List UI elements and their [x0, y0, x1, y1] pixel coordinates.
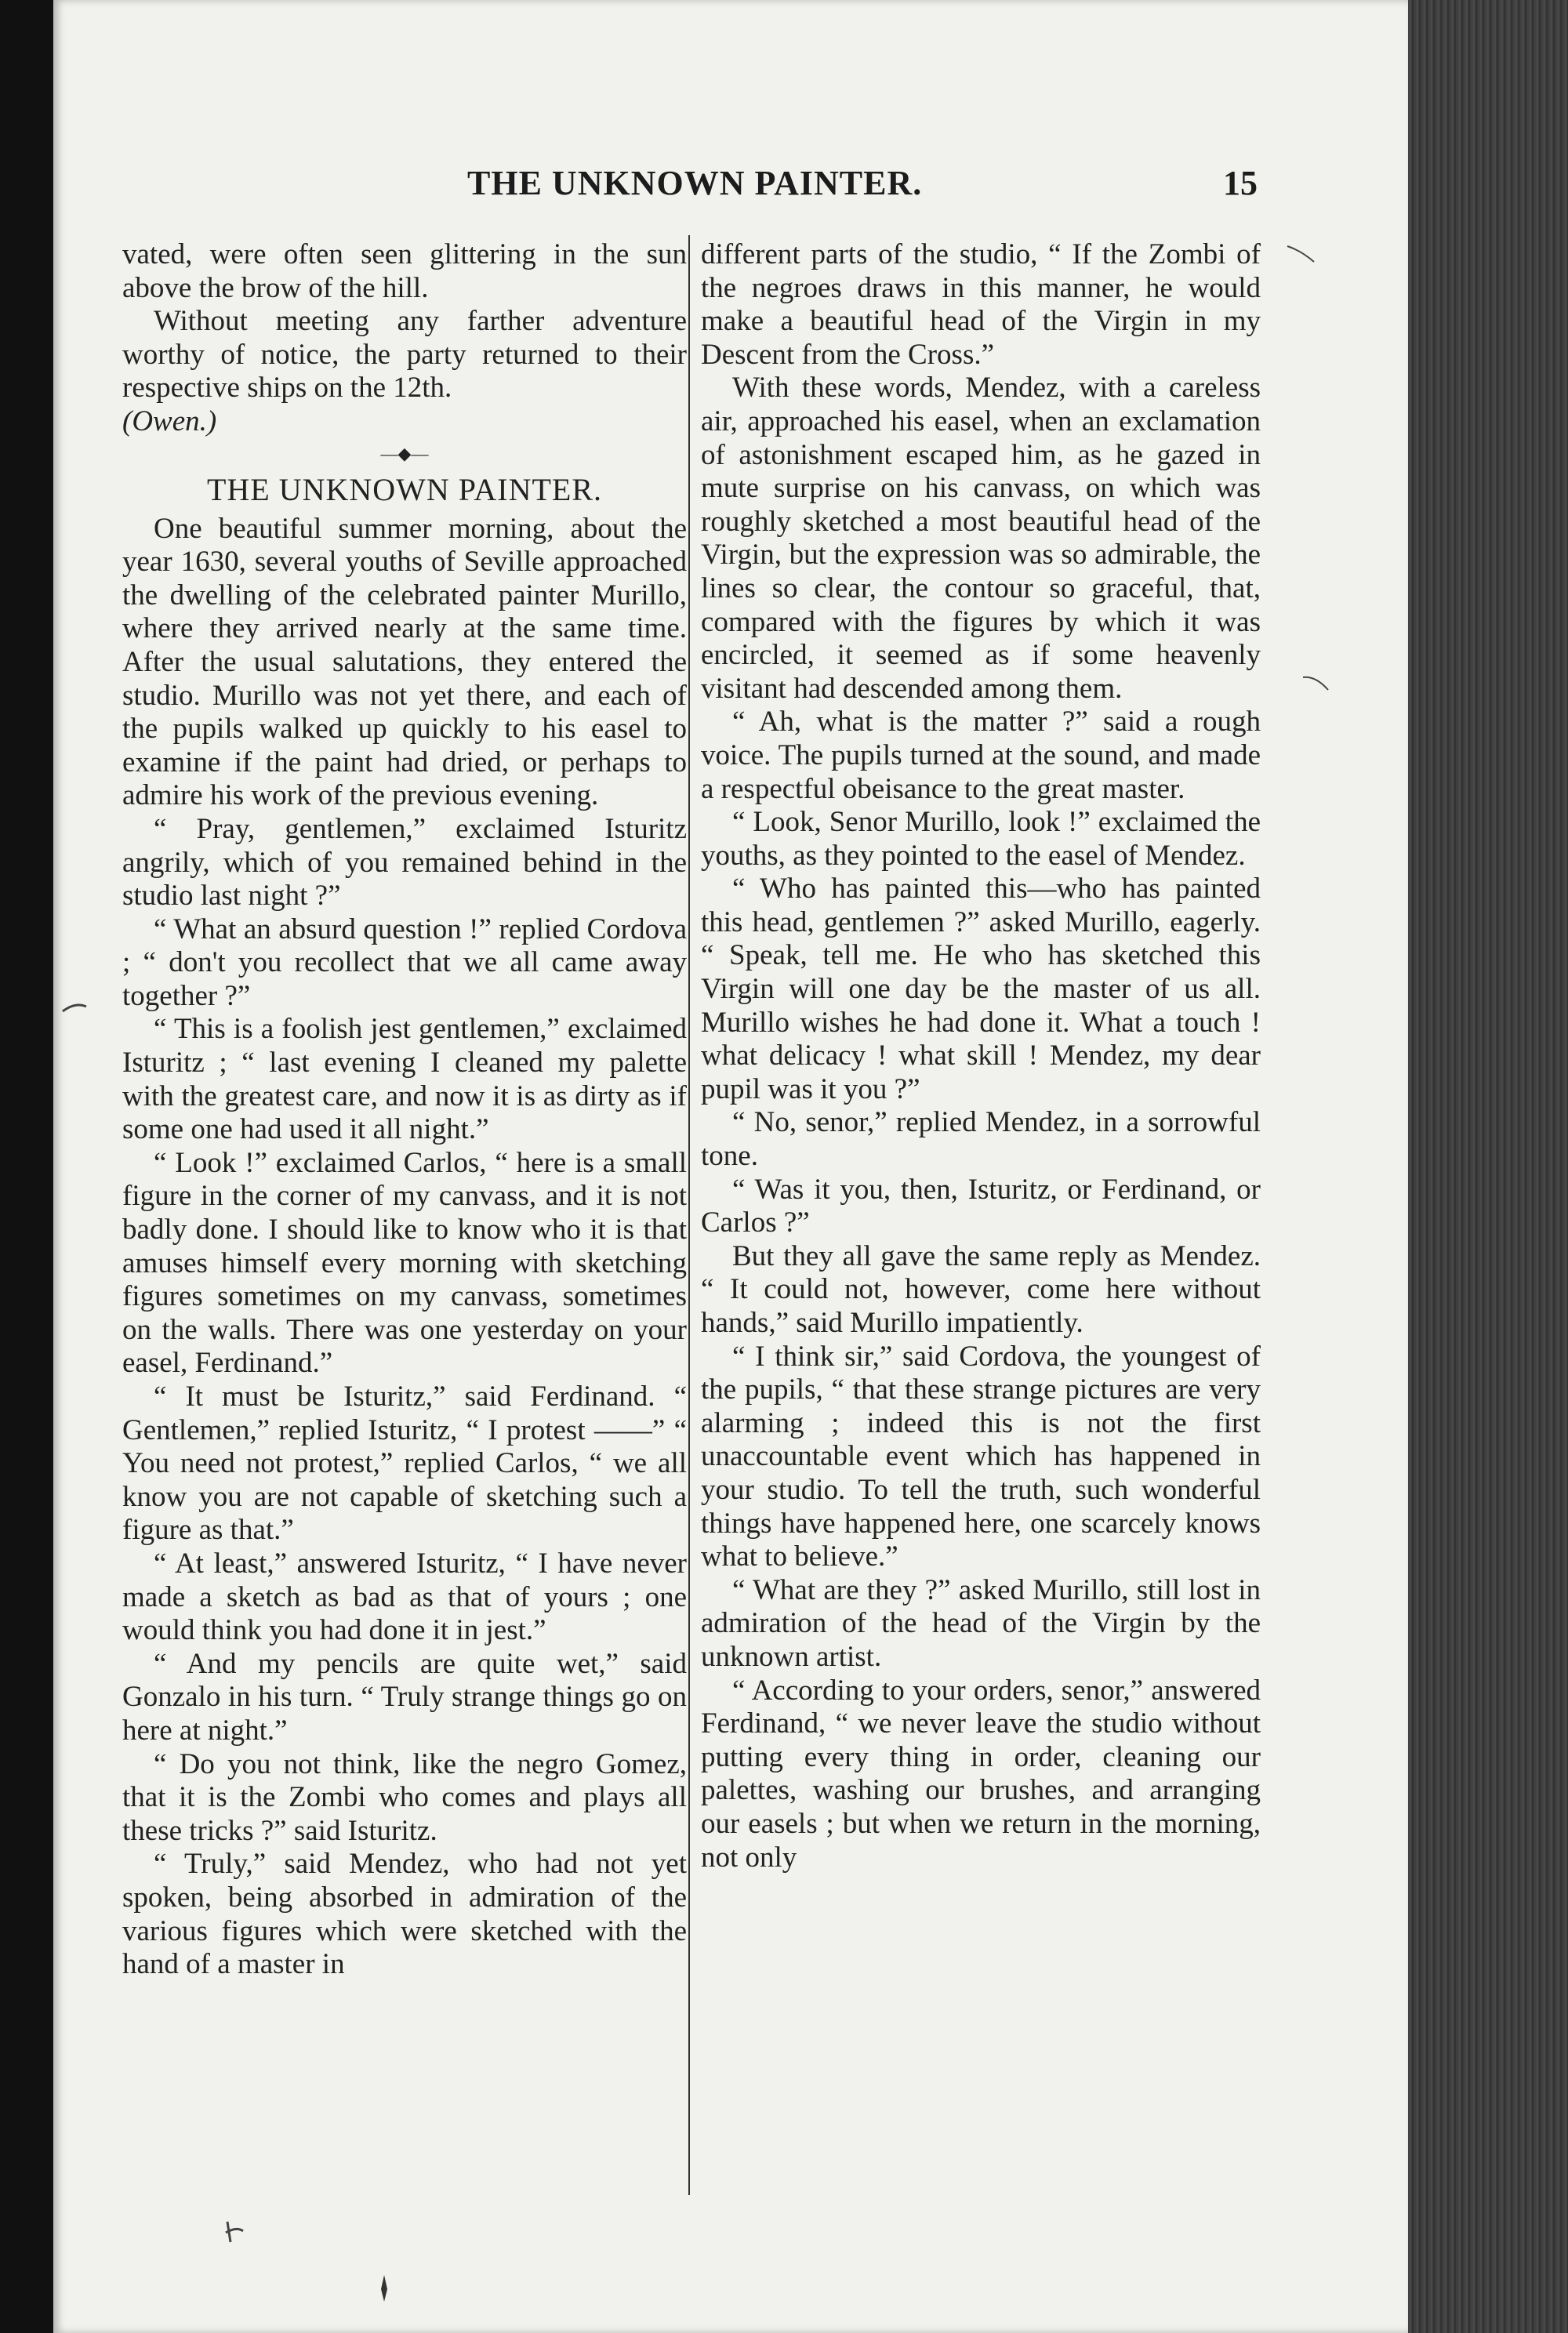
story-paragraph: “ Was it you, then, Isturitz, or Ferdinand, or Carlos ?”	[701, 1173, 1261, 1239]
ink-blot-mark	[375, 2273, 394, 2305]
story-paragraph: “ Who has painted this—who has painted this head, gentlemen ?” asked Murillo, eagerly. “ Speak, tell me. He who has sketched this Virgin will one day be the master of us all. Murillo wishes he had done it. What a touch ! what delicacy ! what skill ! Mendez, my dear pupil was it you ?”	[701, 873, 1261, 1105]
running-head-title: THE UNKNOWN PAINTER.	[467, 164, 923, 202]
page-stack-edge	[1408, 0, 1568, 2333]
story-paragraph: “ What are they ?” asked Murillo, still lost in admiration of the head of the Virgin by the unknown artist.	[701, 1573, 1261, 1673]
story-paragraph: “ Look !” exclaimed Carlos, “ here is a small figure in the corner of my canvass, and it is not badly done. I should like to know who it is that amuses himself every morning with sketching figures sometimes on my canvass, sometimes on the walls. There was one yesterday on your easel, Ferdinand.”	[122, 1146, 687, 1380]
story-paragraph: “ Look, Senor Murillo, look !” exclaimed the youths, as they pointed to the easel of Mendez.	[701, 806, 1261, 872]
running-head	[0, 163, 1568, 210]
story-paragraph: “ Do you not think, like the negro Gomez, that it is the Zombi who comes and plays all these tricks ?” said Isturitz.	[122, 1747, 687, 1847]
pencil-mark	[1301, 674, 1333, 695]
story-paragraph: different parts of the studio, “ If the Zombi of the negroes draws in this manner, he would make a beautiful head of the Virgin in my Descent from the Cross.”	[701, 238, 1261, 371]
story-paragraph: “ At least,” answered Isturitz, “ I have never made a sketch as bad as that of yours ; one would think you had done it in jest.”	[122, 1547, 687, 1647]
story-paragraph: “ And my pencils are quite wet,” said Gonzalo in his turn. “ Truly strange things go on here at night.”	[122, 1647, 687, 1747]
story-paragraph: “ Truly,” said Mendez, who had not yet spoken, being absorbed in admiration of the various figures which were sketched with the hand of a master in	[122, 1848, 687, 1981]
binding-shadow	[0, 0, 53, 2333]
section-title: THE UNKNOWN PAINTER.	[206, 471, 603, 507]
story-paragraph: “ According to your orders, senor,” answered Ferdinand, “ we never leave the studio without putting every thing in order, cleaning our palettes, washing our brushes, and arranging our easels ; but when we return in the morning, not only	[701, 1674, 1261, 1874]
story-paragraph: “ I think sir,” said Cordova, the youngest of the pupils, “ that these strange pictures are very alarming ; indeed this is not the first unaccountable event which has happened in your studio. To tell the truth, such wonderful things have happened here, one scarcely knows what to believe.”	[701, 1340, 1261, 1573]
column-divider	[688, 235, 690, 2195]
story-paragraph: “ This is a foolish jest gentlemen,” exclaimed Isturitz ; “ last evening I cleaned my palette with the greatest care, and now it is as dirty as if some one had used it all night.”	[122, 1013, 687, 1146]
story-paragraph: But they all gave the same reply as Mendez. “ It could not, however, come here without hands,” said Murillo impatiently.	[701, 1239, 1261, 1339]
paragraph: vated, were often seen glittering in the sun above the brow of the hill.	[122, 238, 687, 304]
story-paragraph: “ Pray, gentlemen,” exclaimed Isturitz angrily, which of you remained behind in the studio last night ?”	[122, 812, 687, 913]
pencil-mark	[60, 996, 91, 1019]
story-paragraph: “ It must be Isturitz,” said Ferdinand. “ Gentlemen,” replied Isturitz, “ I protest ——” “ You need not protest,” replied Carlos, “ we all know you are not capable of sketching such a figure as that.”	[122, 1381, 687, 1547]
story-paragraph: “ No, senor,” replied Mendez, in a sorrowful tone.	[701, 1106, 1261, 1173]
attribution: (Owen.)	[122, 405, 217, 437]
section-ornament: —◆—	[380, 443, 429, 463]
story-paragraph: “ What an absurd question !” replied Cordova ; “ don't you recollect that we all came away together ?”	[122, 913, 687, 1012]
right-column	[701, 238, 1261, 1874]
story-paragraph: One beautiful summer morning, about the year 1630, several youths of Seville approached the dwelling of the celebrated painter Murillo, where they arrived nearly at the same time. After the usual salutations, they entered the studio. Murillo was not yet there, and each of the pupils walked up quickly to his easel to examine if the paint had dried, or perhaps to admire his work of the previous evening.	[122, 512, 687, 812]
story-paragraph: “ Ah, what is the matter ?” said a rough voice. The pupils turned at the sound, and made a respectful obeisance to the great master.	[701, 706, 1261, 805]
pencil-mark	[1286, 243, 1317, 267]
story-paragraph: With these words, Mendez, with a careless air, approached his easel, when an exclamation of astonishment escaped him, as he gazed in mute surprise on his canvass, on which was roughly sketched a most beautiful head of the Virgin, but the expression was so admirable, the lines so clear, the contour so graceful, that, compared with the figures by which it was encircled, it seemed as if some heavenly visitant had descended among them.	[701, 372, 1261, 705]
paragraph: Without meeting any farther adventure worthy of notice, the party returned to their respective ships on the 12th.	[122, 305, 687, 405]
page-number: 15	[1223, 164, 1258, 202]
pencil-mark	[220, 2219, 251, 2253]
left-column	[122, 238, 687, 1982]
